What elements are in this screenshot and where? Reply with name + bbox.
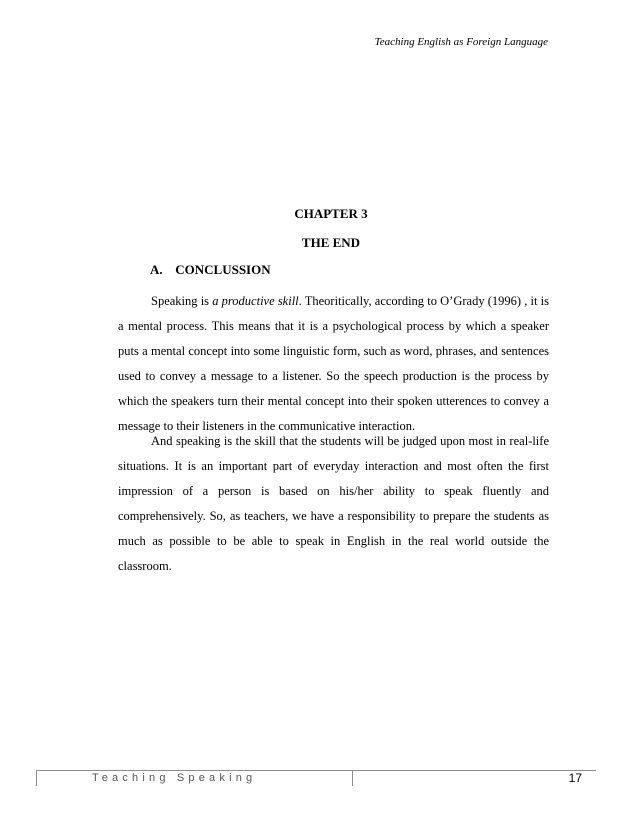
footer-rule-tick	[352, 770, 353, 786]
footer-rule	[36, 770, 596, 771]
paragraph-1	[118, 289, 549, 439]
chapter-title: THE END	[301, 235, 361, 250]
footer-rule-left-tick	[36, 770, 37, 786]
running-header: Teaching English as Foreign Language	[374, 36, 548, 48]
paragraph-1-start: Speaking is	[151, 294, 213, 308]
chapter-number: CHAPTER 3	[294, 206, 368, 221]
section-title: CONCLUSSION	[175, 262, 271, 277]
paragraph-1-rest: . Theoritically, according to O’Grady (1996) , it is a mental process. This means that it is a psychological process by which a speaker puts a mental concept into some linguistic form, such as word, phrases, and sentences used to convey a message to a listener. So the speech production is the process by which the speakers turn their mental concept into their spoken utterences to convey a message to their listeners in the communicative interaction.	[118, 294, 550, 433]
section-heading	[150, 262, 271, 278]
page-number: 17	[568, 771, 582, 785]
paragraph-2: And speaking is the skill that the students will be judged upon most in real-life situations. It is an important part of everyday interaction and most often the first impression of a person is based on his/her ability to speak fluently and comprehensively. So, as teachers, we have a responsibility to prepare the students as much as possible to be able to speak in English in the real world outside the classroom.	[118, 434, 549, 573]
section-letter: A.	[150, 262, 163, 277]
paragraph-1-emphasis: a productive skill	[212, 294, 299, 308]
footer-label: Teaching Speaking	[92, 772, 257, 784]
